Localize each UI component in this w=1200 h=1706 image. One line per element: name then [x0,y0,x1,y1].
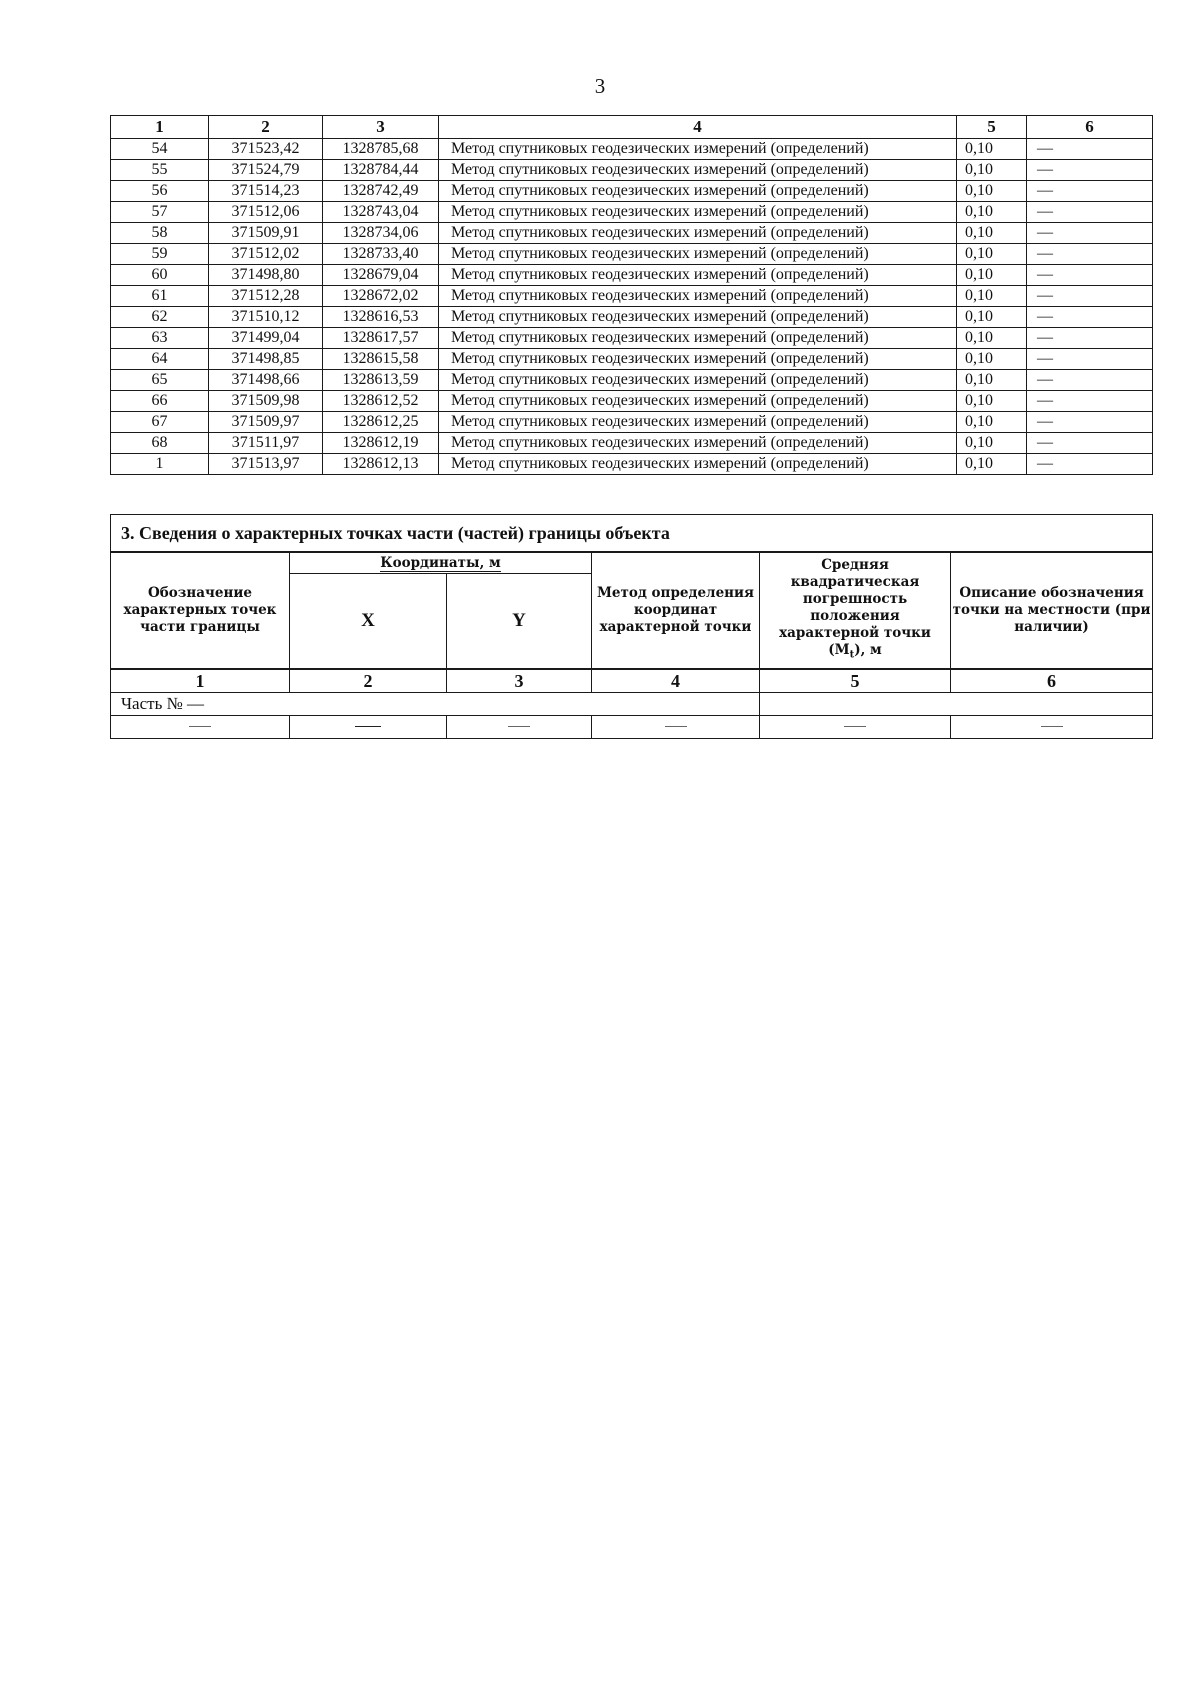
designation-header: Обозначение характерных точек части границы [111,552,290,669]
y-coordinate: 1328612,13 [323,454,439,475]
column-header: 1 [111,116,209,139]
description-cell: — [1027,286,1153,307]
column-header: 2 [209,116,323,139]
x-coordinate: 371513,97 [209,454,323,475]
point-number: 63 [111,328,209,349]
description-cell: — [1027,202,1153,223]
point-number: 56 [111,181,209,202]
column-header: 5 [957,116,1027,139]
part-label: Часть № — [111,693,760,716]
error-cell: 0,10 [957,265,1027,286]
error-header-suffix: ), м [854,642,882,659]
y-coordinate: 1328617,57 [323,328,439,349]
point-number: 65 [111,370,209,391]
column-header: 4 [439,116,957,139]
description-cell: — [1027,370,1153,391]
table-row [111,391,1153,412]
x-coordinate: 371509,97 [209,412,323,433]
error-cell: 0,10 [957,454,1027,475]
x-coordinate: 371498,66 [209,370,323,391]
column-number: 6 [951,669,1153,693]
dash-cell [447,716,592,739]
page-number: 3 [594,74,606,98]
error-cell: 0,10 [957,139,1027,160]
error-header-text: Средняя квадратическая погрешность положения характерной точки (M [779,557,931,659]
error-cell: 0,10 [957,286,1027,307]
x-coordinate: 371524,79 [209,160,323,181]
dash-row [111,716,1153,739]
table-row [111,139,1153,160]
description-cell: — [1027,433,1153,454]
method-cell: Метод спутниковых геодезических измерений (определений) [439,328,957,349]
dash-cell [111,716,290,739]
y-coordinate: 1328612,19 [323,433,439,454]
table-row [111,349,1153,370]
method-cell: Метод спутниковых геодезических измерений (определений) [439,202,957,223]
error-cell: 0,10 [957,181,1027,202]
y-coordinate: 1328742,49 [323,181,439,202]
table-row [111,223,1153,244]
description-cell: — [1027,181,1153,202]
error-cell: 0,10 [957,328,1027,349]
y-coordinate: 1328615,58 [323,349,439,370]
section3-part-points-table [110,514,1153,739]
method-header: Метод определения координат характерной точки [592,552,760,669]
y-coordinate: 1328613,59 [323,370,439,391]
error-cell: 0,10 [957,433,1027,454]
characteristic-points-table [110,115,1153,475]
error-cell: 0,10 [957,349,1027,370]
dash-mark [508,726,530,727]
x-coordinate: 371498,85 [209,349,323,370]
x-coordinate: 371512,02 [209,244,323,265]
table-row [111,181,1153,202]
point-number: 54 [111,139,209,160]
method-cell: Метод спутниковых геодезических измерений (определений) [439,160,957,181]
table-row [111,202,1153,223]
x-coordinate: 371511,97 [209,433,323,454]
y-coordinate: 1328784,44 [323,160,439,181]
point-number: 68 [111,433,209,454]
method-cell: Метод спутниковых геодезических измерений (определений) [439,433,957,454]
point-number: 66 [111,391,209,412]
dash-cell [592,716,760,739]
description-cell: — [1027,391,1153,412]
x-coordinate: 371510,12 [209,307,323,328]
description-cell: — [1027,454,1153,475]
column-header: 3 [323,116,439,139]
point-number: 64 [111,349,209,370]
error-header-subscript: t [849,649,855,661]
dash-mark [189,726,211,727]
method-cell: Метод спутниковых геодезических измерений (определений) [439,244,957,265]
method-cell: Метод спутниковых геодезических измерений (определений) [439,349,957,370]
error-cell: 0,10 [957,391,1027,412]
error-cell: 0,10 [957,202,1027,223]
point-number: 1 [111,454,209,475]
column-number: 4 [592,669,760,693]
column-header: 6 [1027,116,1153,139]
description-header: Описание обозначения точки на местности (при наличии) [951,552,1153,669]
point-number: 67 [111,412,209,433]
dash-mark [1041,726,1063,727]
table-row [111,244,1153,265]
column-number: 2 [290,669,447,693]
description-cell: — [1027,160,1153,181]
y-coordinate: 1328743,04 [323,202,439,223]
x-coordinate: 371499,04 [209,328,323,349]
table-row [111,433,1153,454]
error-cell: 0,10 [957,412,1027,433]
description-cell: — [1027,244,1153,265]
y-coordinate: 1328616,53 [323,307,439,328]
description-cell: — [1027,139,1153,160]
x-coordinate: 371514,23 [209,181,323,202]
method-cell: Метод спутниковых геодезических измерений (определений) [439,412,957,433]
dash-mark [844,726,866,727]
y-header: Y [447,574,592,670]
point-number: 58 [111,223,209,244]
method-cell: Метод спутниковых геодезических измерений (определений) [439,391,957,412]
x-coordinate: 371498,80 [209,265,323,286]
method-cell: Метод спутниковых геодезических измерений (определений) [439,265,957,286]
part-row [111,693,1153,716]
point-number: 60 [111,265,209,286]
y-coordinate: 1328734,06 [323,223,439,244]
y-coordinate: 1328733,40 [323,244,439,265]
dash-mark [355,726,381,727]
y-coordinate: 1328612,52 [323,391,439,412]
error-header [760,552,951,669]
column-number: 5 [760,669,951,693]
part-row-empty [760,693,1153,716]
x-coordinate: 371509,98 [209,391,323,412]
x-coordinate: 371512,06 [209,202,323,223]
table-row [111,370,1153,391]
dash-cell [760,716,951,739]
table-row [111,160,1153,181]
method-cell: Метод спутниковых геодезических измерений (определений) [439,286,957,307]
description-cell: — [1027,265,1153,286]
method-cell: Метод спутниковых геодезических измерений (определений) [439,223,957,244]
y-coordinate: 1328612,25 [323,412,439,433]
point-number: 59 [111,244,209,265]
points-table-body [111,139,1153,475]
x-coordinate: 371512,28 [209,286,323,307]
y-coordinate: 1328672,02 [323,286,439,307]
dash-cell [951,716,1153,739]
table-row [111,412,1153,433]
table-row [111,286,1153,307]
x-header: X [290,574,447,670]
description-cell: — [1027,328,1153,349]
method-cell: Метод спутниковых геодезических измерений (определений) [439,181,957,202]
point-number: 57 [111,202,209,223]
y-coordinate: 1328785,68 [323,139,439,160]
method-cell: Метод спутниковых геодезических измерений (определений) [439,454,957,475]
x-coordinate: 371523,42 [209,139,323,160]
error-cell: 0,10 [957,160,1027,181]
dash-cell [290,716,447,739]
dash-mark [665,726,687,727]
column-number-row [111,669,1153,693]
table-row [111,307,1153,328]
point-number: 61 [111,286,209,307]
coordinates-header [290,552,592,574]
x-coordinate: 371509,91 [209,223,323,244]
method-cell: Метод спутниковых геодезических измерений (определений) [439,307,957,328]
description-cell: — [1027,412,1153,433]
description-cell: — [1027,307,1153,328]
description-cell: — [1027,349,1153,370]
table-header-row [111,116,1153,139]
table-row [111,328,1153,349]
point-number: 62 [111,307,209,328]
table-row [111,265,1153,286]
method-cell: Метод спутниковых геодезических измерений (определений) [439,139,957,160]
error-cell: 0,10 [957,223,1027,244]
method-cell: Метод спутниковых геодезических измерений (определений) [439,370,957,391]
error-cell: 0,10 [957,244,1027,265]
coordinates-header-label: Координаты, м [380,555,501,571]
column-number: 3 [447,669,592,693]
column-number: 1 [111,669,290,693]
y-coordinate: 1328679,04 [323,265,439,286]
section3-title: 3. Сведения о характерных точках части (частей) границы объекта [111,515,1153,553]
point-number: 55 [111,160,209,181]
description-cell: — [1027,223,1153,244]
table-row [111,454,1153,475]
error-cell: 0,10 [957,307,1027,328]
error-cell: 0,10 [957,370,1027,391]
